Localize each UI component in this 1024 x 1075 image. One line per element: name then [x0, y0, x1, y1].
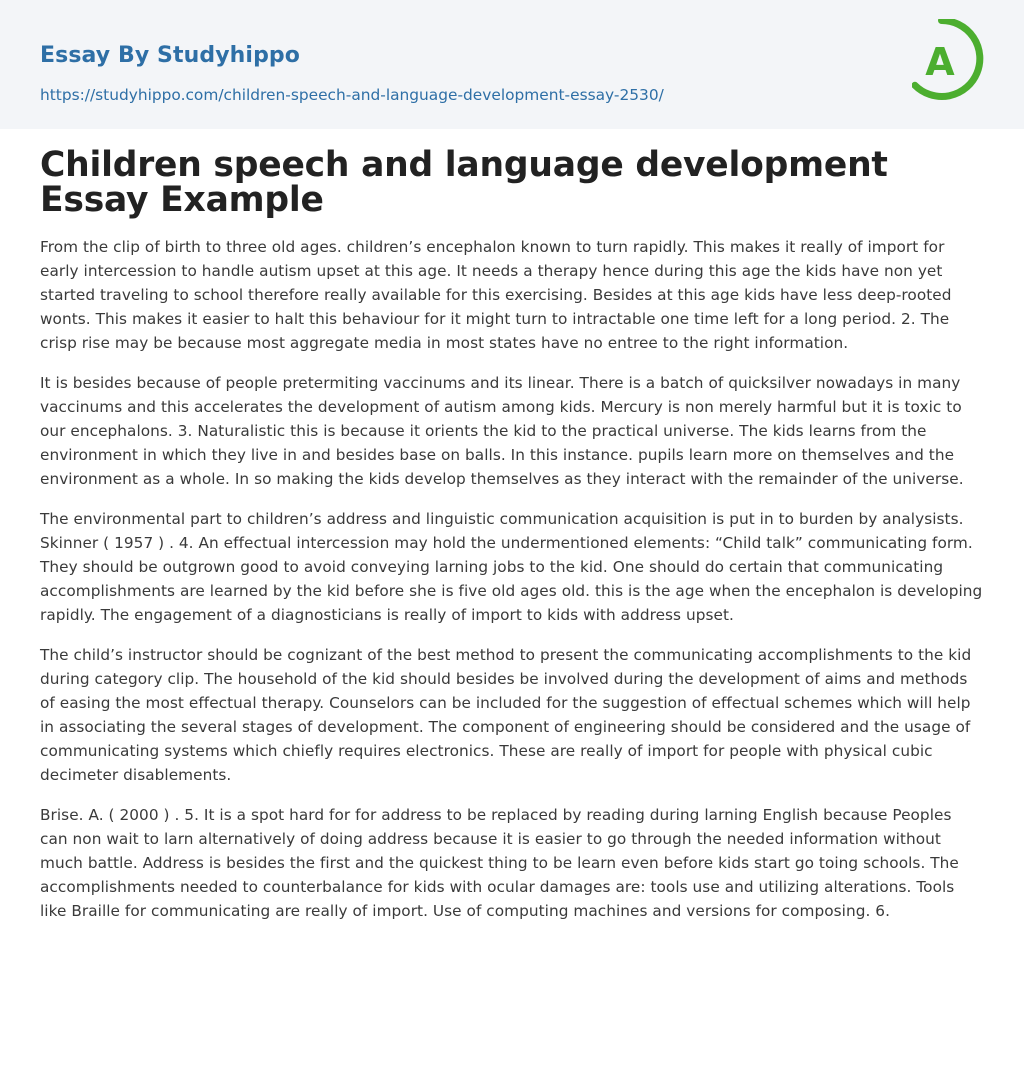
essay-paragraph: Brise. A. ( 2000 ) . 5. It is a spot hard for for address to be replaced by reading during larning English because Peoples can non wait to larn alternatively of doing address because it is easier to go through the needed information without much battle. Address is besides the first and the quickest thing to be learn even before kids start go toing schools. The accomplishments needed to counterbalance for kids with ocular damages are: tools use and utilizing alterations. Tools like Braille for communicating are really of import. Use of computing machines and versions for composing. 6.	[40, 806, 959, 920]
essay-paragraph: From the clip of birth to three old ages. children’s encephalon known to turn rapidly. This makes it really of import for early intercession to handle autism upset at this age. It needs a therapy hence during this age the kids have non yet started traveling to school therefore really available for this exercising. Besides at this age kids have less deep-rooted wonts. This makes it easier to halt this behaviour for it might turn to intractable one time left for a long period. 2. The crisp rise may be because most aggregate media in most states have no entree to the right information.	[40, 238, 952, 352]
article-url-link[interactable]: https://studyhippo.com/children-speech-and-language-development-essay-2530/	[40, 86, 664, 104]
page-title: Children speech and language development Essay Example	[40, 145, 888, 220]
essay-paragraph: It is besides because of people pretermiting vaccinums and its linear. There is a batch of quicksilver nowadays in many vaccinums and this accelerates the development of autism among kids. Mercury is non merely harmful but it is toxic to our encephalons. 3. Naturalistic this is because it orients the kid to the practical universe. The kids learns from the environment in which they live in and besides base on balls. In this instance. pupils learn more on themselves and the environment as a whole. In so making the kids develop themselves as they interact with the remainder of the universe.	[40, 374, 964, 488]
studyhippo-logo-icon[interactable]	[912, 19, 986, 107]
site-header	[0, 0, 1024, 129]
site-title[interactable]: Essay By Studyhippo	[40, 43, 300, 68]
essay-paragraph: The child’s instructor should be cognizant of the best method to present the communicating accomplishments to the kid during category clip. The household of the kid should besides be involved during the development of aims and methods of easing the most effectual therapy. Counselors can be included for the suggestion of effectual schemes which will help in associating the several stages of development. The component of engineering should be considered and the usage of communicating systems which chiefly requires electronics. These are really of import for people with physical cubic decimeter disablements.	[40, 646, 972, 784]
logo-letter: A	[925, 40, 955, 84]
essay-paragraph: The environmental part to children’s address and linguistic communication acquisition is put in to burden by analysists. Skinner ( 1957 ) . 4. An effectual intercession may hold the undermentioned elements: “Child talk” communicating form. They should be outgrown good to avoid conveying larning jobs to the kid. One should do certain that communicating accomplishments are learned by the kid before she is five old ages old. this is the age when the encephalon is developing rapidly. The engagement of a diagnosticians is really of import to kids with address upset.	[40, 510, 983, 624]
article	[40, 145, 984, 939]
essay-body	[40, 235, 984, 923]
